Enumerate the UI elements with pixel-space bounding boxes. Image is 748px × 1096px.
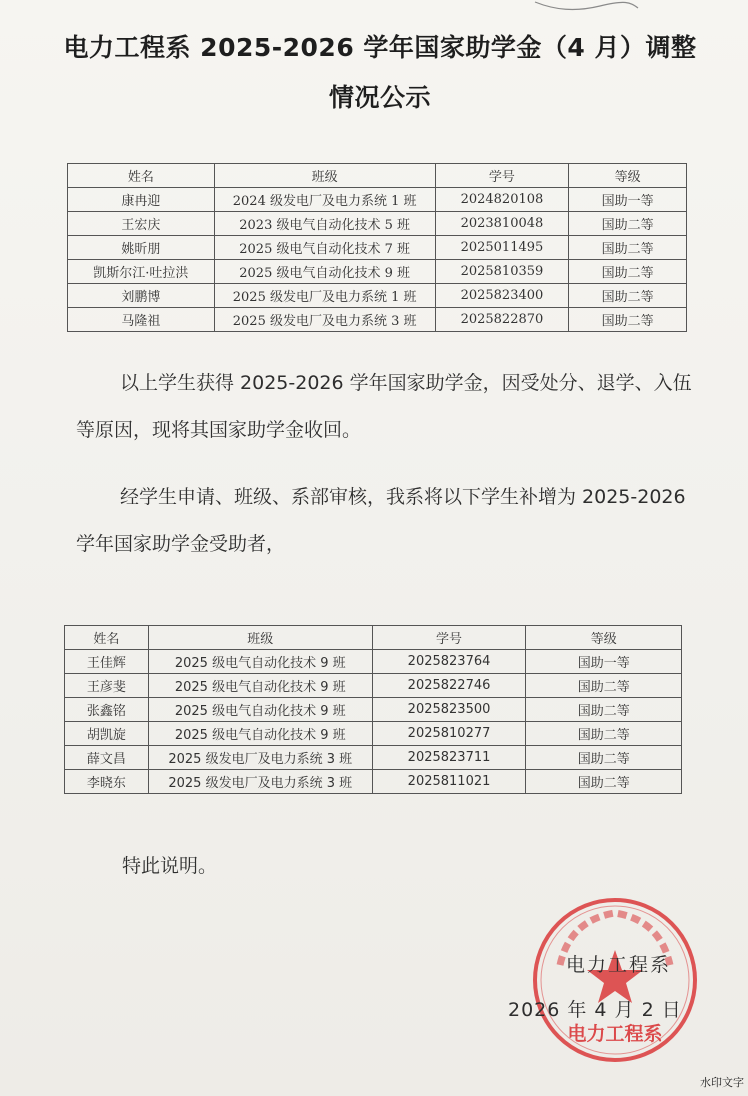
cell-student-id: 2025810359 xyxy=(435,260,569,284)
cell-grade: 国助二等 xyxy=(526,722,682,746)
cell-student-id: 2025810277 xyxy=(372,722,526,746)
table-row xyxy=(68,236,687,260)
cell-class: 2025 级发电厂及电力系统 1 班 xyxy=(214,284,435,308)
cell-name: 胡凯旋 xyxy=(65,722,149,746)
table-row xyxy=(68,308,687,332)
table-row xyxy=(65,746,682,770)
column-header-student-id: 学号 xyxy=(435,164,569,188)
column-header-name: 姓名 xyxy=(65,626,149,650)
table-header-row xyxy=(65,626,682,650)
cell-name: 凯斯尔江·吐拉洪 xyxy=(68,260,215,284)
cell-student-id: 2024820108 xyxy=(435,188,569,212)
cell-student-id: 2025811021 xyxy=(372,770,526,794)
cell-class: 2023 级电气自动化技术 5 班 xyxy=(214,212,435,236)
page-title-continued: 情况公示 xyxy=(328,83,431,112)
official-seal-stamp xyxy=(530,895,700,1065)
column-header-class: 班级 xyxy=(148,626,372,650)
revoked-students-table xyxy=(67,163,687,332)
table-header-row xyxy=(68,164,687,188)
table-row xyxy=(65,650,682,674)
cell-grade: 国助二等 xyxy=(569,212,687,236)
cell-name: 薛文昌 xyxy=(65,746,149,770)
revocation-text: 以上学生获得 2025-2026 学年国家助学金，因受处分、退学、入伍等原因，现将其国家助学金收回。 xyxy=(76,372,692,441)
table-row xyxy=(68,284,687,308)
column-header-grade: 等级 xyxy=(569,164,687,188)
table-row xyxy=(68,260,687,284)
cell-student-id: 2025823711 xyxy=(372,746,526,770)
cell-grade: 国助二等 xyxy=(569,260,687,284)
table-row xyxy=(68,188,687,212)
cell-grade: 国助二等 xyxy=(569,308,687,332)
cell-class: 2025 级电气自动化技术 7 班 xyxy=(214,236,435,260)
cell-class: 2025 级发电厂及电力系统 3 班 xyxy=(148,770,372,794)
cell-grade: 国助二等 xyxy=(526,746,682,770)
cell-class: 2025 级电气自动化技术 9 班 xyxy=(148,698,372,722)
cell-name: 王佳辉 xyxy=(65,650,149,674)
cell-grade: 国助二等 xyxy=(569,284,687,308)
signature-date: 2026 年 4 月 2 日 xyxy=(508,999,682,1021)
cell-student-id: 2025823764 xyxy=(372,650,526,674)
closing-statement: 特此说明。 xyxy=(122,855,218,877)
addition-paragraph xyxy=(76,474,696,568)
cell-name: 李晓东 xyxy=(65,770,149,794)
watermark-label: 水印文字 xyxy=(700,1076,744,1089)
signature-organization: 电力工程系 xyxy=(566,954,672,976)
cell-name: 刘鹏博 xyxy=(68,284,215,308)
column-header-class: 班级 xyxy=(214,164,435,188)
cell-class: 2025 级电气自动化技术 9 班 xyxy=(148,674,372,698)
cell-student-id: 2025823500 xyxy=(372,698,526,722)
added-students-table xyxy=(64,625,682,794)
cell-grade: 国助一等 xyxy=(526,650,682,674)
table-row xyxy=(65,722,682,746)
cell-name: 姚昕朋 xyxy=(68,236,215,260)
cell-name: 马隆祖 xyxy=(68,308,215,332)
cell-student-id: 2025823400 xyxy=(435,284,569,308)
cell-grade: 国助一等 xyxy=(569,188,687,212)
cell-grade: 国助二等 xyxy=(569,236,687,260)
cell-grade: 国助二等 xyxy=(526,770,682,794)
table-row xyxy=(65,674,682,698)
cell-class: 2025 级电气自动化技术 9 班 xyxy=(214,260,435,284)
cell-class: 2025 级电气自动化技术 9 班 xyxy=(148,650,372,674)
page-title: 电力工程系 2025-2026 学年国家助学金（4 月）调整 xyxy=(63,33,697,62)
cell-class: 2025 级电气自动化技术 9 班 xyxy=(148,722,372,746)
cell-name: 王彦斐 xyxy=(65,674,149,698)
cell-grade: 国助二等 xyxy=(526,674,682,698)
addition-text: 经学生申请、班级、系部审核，我系将以下学生补增为 2025-2026 学年国家助学金受助者， xyxy=(76,486,686,555)
cell-class: 2025 级发电厂及电力系统 3 班 xyxy=(148,746,372,770)
cell-name: 王宏庆 xyxy=(68,212,215,236)
revocation-paragraph xyxy=(76,360,696,454)
handwritten-mark xyxy=(530,0,640,16)
cell-student-id: 2025822746 xyxy=(372,674,526,698)
table-row xyxy=(68,212,687,236)
cell-grade: 国助二等 xyxy=(526,698,682,722)
cell-student-id: 2025822870 xyxy=(435,308,569,332)
cell-student-id: 2023810048 xyxy=(435,212,569,236)
column-header-grade: 等级 xyxy=(526,626,682,650)
table-row xyxy=(65,770,682,794)
seal-bottom-text: 电力工程系 xyxy=(567,1023,663,1045)
cell-student-id: 2025011495 xyxy=(435,236,569,260)
column-header-student-id: 学号 xyxy=(372,626,526,650)
cell-class: 2024 级发电厂及电力系统 1 班 xyxy=(214,188,435,212)
table-row xyxy=(65,698,682,722)
column-header-name: 姓名 xyxy=(68,164,215,188)
cell-name: 康冉迎 xyxy=(68,188,215,212)
cell-class: 2025 级发电厂及电力系统 3 班 xyxy=(214,308,435,332)
cell-name: 张鑫铭 xyxy=(65,698,149,722)
